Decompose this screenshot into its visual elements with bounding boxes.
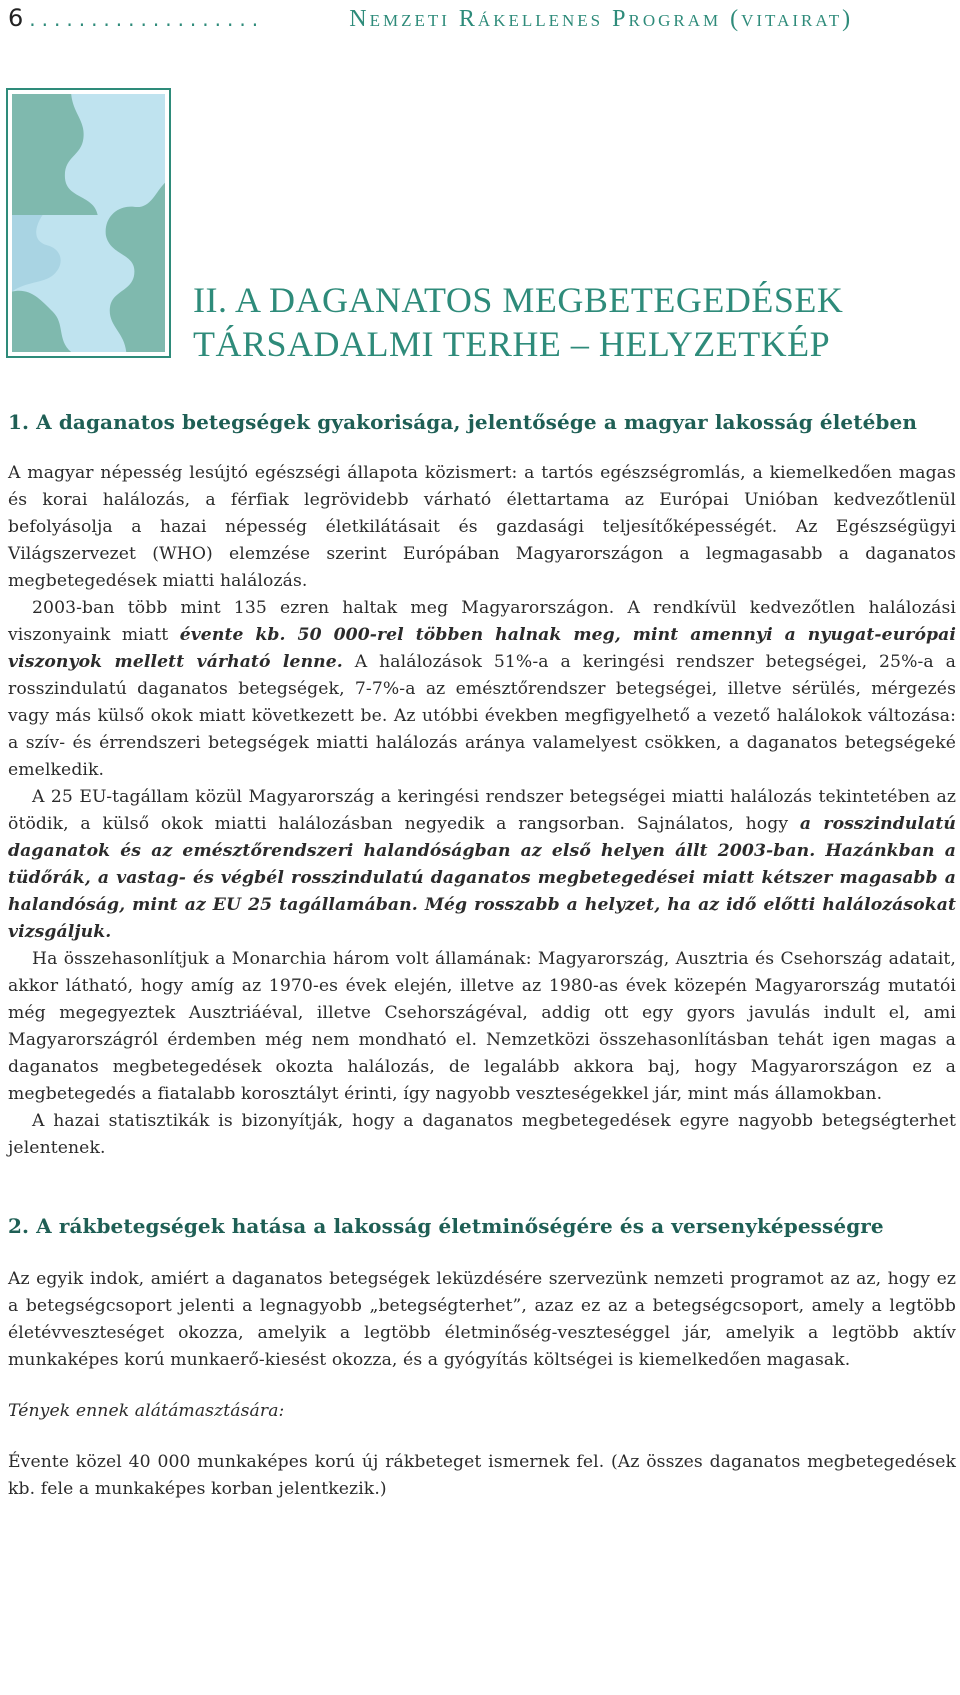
- facts-label: Tények ennek alátámasztására:: [8, 1401, 285, 1421]
- puzzle-icon: [12, 94, 165, 352]
- page-number: 6: [8, 4, 24, 32]
- document-body: [8, 408, 956, 1503]
- section-1-paragraph-3: [8, 784, 956, 946]
- section-2-heading: 2. A rákbetegségek hatása a lakosság életminőségére és a versenyképességre: [8, 1214, 884, 1238]
- section-1-paragraph-2: [8, 595, 956, 784]
- section-1-paragraph-5: A hazai statisztikák is bizonyítják, hogy a daganatos megbetegedések egyre nagyobb betegségterhet jelentenek.: [8, 1111, 956, 1158]
- chapter-title-line-2: TÁRSADALMI TERHE – HELYZETKÉP: [193, 324, 831, 364]
- section-2-paragraph-2: Évente közel 40 000 munkaképes korú új rákbeteget ismernek fel. (Az összes daganatos megbetegedések kb. fele a munkaképes korban jelentkezik.): [8, 1452, 956, 1499]
- chapter-title: [193, 278, 953, 366]
- section-1-paragraph-1: A magyar népesség lesújtó egészségi állapota közismert: a tartós egészségromlás, a kiemelkedően magas és korai halálozás, a férfiak legrövidebb várható élettartama az Európai Unióban kedvezőtlenül befolyásolja a hazai népesség életkilátásait és gazdasági teljesítőképességét. Az Egészségügyi Világszervezet (WHO) elemzése szerint Európában Magyarországon a legmagasabb a daganatos megbetegedések miatti halálozás.: [8, 463, 956, 591]
- running-header-title: Nemzeti Rákellenes Program (vitairat): [349, 6, 854, 32]
- chapter-title-line-1: II. A DAGANATOS MEGBETEGEDÉSEK: [193, 280, 844, 320]
- section-1-paragraph-4: Ha összehasonlítjuk a Monarchia három volt államának: Magyarország, Ausztria és Csehország adatait, akkor látható, hogy amíg az 1970-es évek elején, illetve az 1980-as évek közepén Magyarország mutatói még megegyeztek Ausztriáéval, illetve Csehországéval, addig ott egy gyors javulás indult el, ami Magyarországról érdemben még nem mondható el. Nemzetközi összehasonlításban tehát igen magas a daganatos megbetegedések okozta halálozás, de legalább akkora baj, hogy Magyarországon ez a megbetegedés a fiatalabb korosztályt érinti, így nagyobb veszteségekkel jár, mint más államokban.: [8, 949, 956, 1104]
- paragraph-2-text-c: A halálozások 51%-a a keringési rendszer betegségei, 25%-a a rosszindulatú daganatos betegségek, 7-7%-a az emésztőrendszer betegségei, illetve sérülés, mérgezés vagy más külső okok miatt következett be. Az utóbbi években megfigyelhető a vezető halálokok változása: a szív- és érrendszeri betegségek miatti halálozás aránya valamelyest csökken, a daganatos betegségeké emelkedik.: [8, 652, 956, 780]
- paragraph-3-emphasis: a rosszindulatú daganatok és az emésztőrendszeri halandóságban az első helyen állt 2003-ban. Hazánkban a tüdőrák, a vastag- és végbél rosszindulatú daganatos megbetegedései miatt kétszer magasabb a halandóság, mint az EU 25 tagállamában. Még rosszabb a helyzet, ha az idő előtti halálozásokat vizsgáljuk.: [8, 814, 956, 942]
- section-1-heading: 1. A daganatos betegségek gyakorisága, jelentősége a magyar lakosság életében: [8, 410, 917, 434]
- puzzle-illustration: [6, 88, 171, 358]
- paragraph-3-text-a: A 25 EU-tagállam közül Magyarország a keringési rendszer betegségei miatti halálozás tekintetében az ötödik, a külső okok miatti halálozásban negyedik a rangsorban. Sajnálatos, hogy: [8, 787, 956, 834]
- header-dot-leader: ...................: [29, 7, 265, 31]
- paragraph-2-text-a: 2003-ban több mint 135 ezren haltak meg Magyarországon. A rendkívül kedvezőtlen halálozási viszonyaink miatt: [8, 598, 956, 645]
- section-2-paragraph-1: Az egyik indok, amiért a daganatos betegségek leküzdésére szervezünk nemzeti programot az az, hogy ez a betegségcsoport jelenti a legnagyobb „betegségterhet”, azaz ez az a betegségcsoport, amely a legtöbb életévveszteséget okozza, amelyik a legtöbb életminőség-veszteséggel jár, amelyik a legtöbb aktív munkaképes korú munkaerő-kiesést okozza, és a gyógyítás költségei is kiemelkedően magasak.: [8, 1269, 956, 1370]
- running-header: [8, 4, 952, 38]
- paragraph-2-emphasis: évente kb. 50 000-rel többen halnak meg, mint amennyi a nyugat-európai viszonyok mellett várható lenne.: [8, 625, 956, 672]
